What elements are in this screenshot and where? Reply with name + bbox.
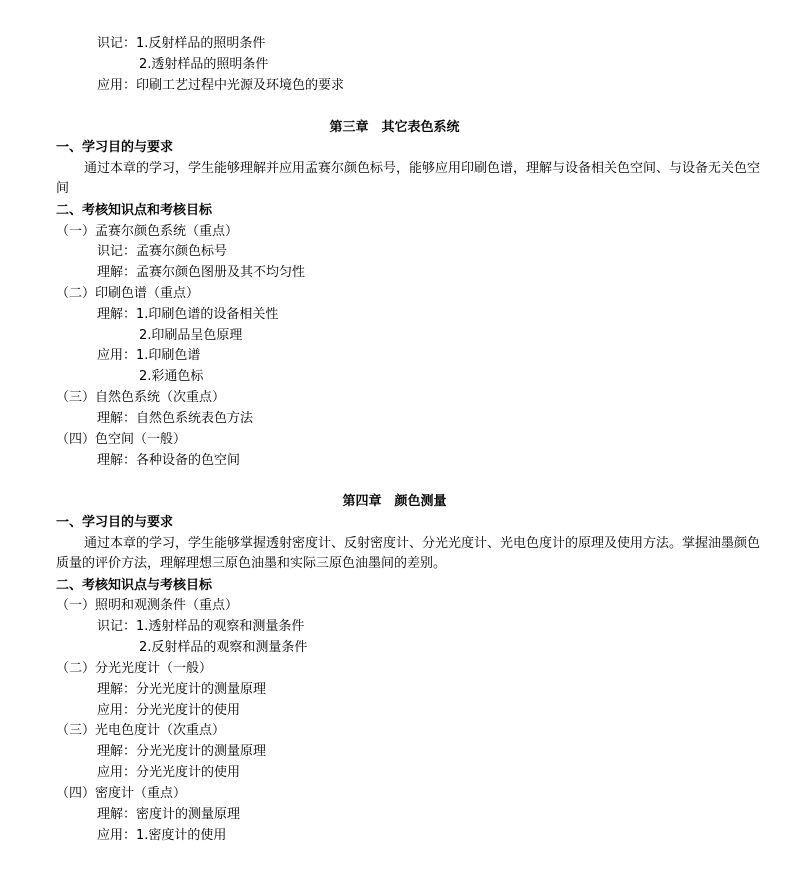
item-line: 应用：1.印刷色谱 [97,348,201,363]
item-line: 理解：各种设备的色空间 [97,453,241,468]
subsection-heading: （四）密度计（重点） [56,786,187,801]
subsection-heading: （三）光电色度计（次重点） [56,723,226,738]
subsection-heading: （三）自然色系统（次重点） [56,390,226,405]
item-line: 理解：1.印刷色谱的设备相关性 [97,307,279,322]
section-heading: 一、学习目的与要求 [56,140,174,155]
item-line: 2.印刷品呈色原理 [139,328,243,343]
item-line: 识记：1.透射样品的观察和测量条件 [97,619,305,634]
memorize-line: 识记：1.反射样品的照明条件 [97,36,266,51]
item-line: 应用：分光光度计的使用 [97,703,241,718]
item-line: 应用：分光光度计的使用 [97,765,241,780]
subsection-heading: （二）分光光度计（一般） [56,661,213,676]
item-line: 理解：分光光度计的测量原理 [97,682,267,697]
item-line: 理解：孟赛尔颜色图册及其不均匀性 [97,265,306,280]
chapter-4-title: 第四章 颜色测量 [342,494,447,509]
section-heading: 二、考核知识点与考核目标 [56,578,213,593]
subsection-heading: （二）印刷色谱（重点） [56,286,200,301]
subsection-heading: （一）孟赛尔颜色系统（重点） [56,224,239,239]
section-heading: 一、学习目的与要求 [56,515,174,530]
subsection-heading: （四）色空间（一般） [56,432,187,447]
item-line: 理解：分光光度计的测量原理 [97,744,267,759]
intro-paragraph: 通过本章的学习，学生能够掌握透射密度计、反射密度计、分光光度计、光电色度计的原理及使用方法。掌握油墨颜色质量的评价方法，理解理想三原色油墨和实际三原色油墨间的差别。 [56,536,761,571]
item-line: 2.反射样品的观察和测量条件 [139,640,308,655]
item-line: 2.彩通色标 [139,369,204,384]
chapter-3-title: 第三章 其它表色系统 [329,120,460,135]
intro-paragraph: 通过本章的学习，学生能够理解并应用孟赛尔颜色标号，能够应用印刷色谱，理解与设备相关色空间、与设备无关色空间 [56,161,761,196]
item-line: 理解：密度计的测量原理 [97,807,241,822]
item-line: 理解：自然色系统表色方法 [97,411,254,426]
section-heading: 二、考核知识点和考核目标 [56,203,213,218]
apply-line: 应用：印刷工艺过程中光源及环境色的要求 [97,78,345,93]
memorize-line-2: 2.透射样品的照明条件 [139,57,269,72]
item-line: 识记：孟赛尔颜色标号 [97,244,228,259]
item-line: 应用：1.密度计的使用 [97,828,227,843]
subsection-heading: （一）照明和观测条件（重点） [56,598,239,613]
